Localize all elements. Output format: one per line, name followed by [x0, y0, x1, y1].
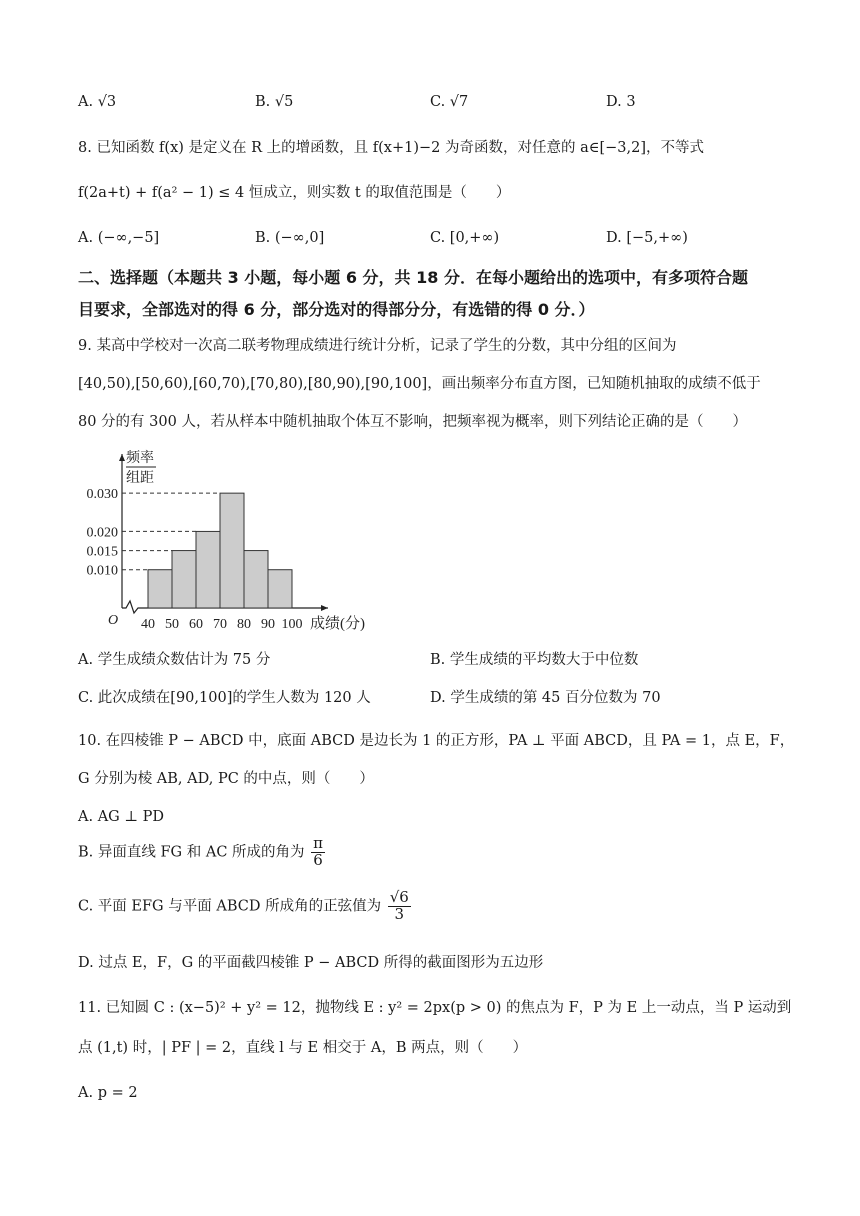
- x-tick-label: 100: [281, 617, 303, 632]
- q8-stem-line2: f(2a+t) + f(a² − 1) ≤ 4 恒成立，则实数 t 的取值范围是（ ）: [78, 185, 511, 201]
- y-tick-label: 0.010: [86, 563, 118, 579]
- q10-option-a: A. AG ⊥ PD: [78, 809, 164, 825]
- q10-option-c: [78, 890, 411, 923]
- q10-stem-line1: 10. 在四棱锥 P − ABCD 中，底面 ABCD 是边长为 1 的正方形，PA ⊥ 平面 ABCD，且 PA = 1，点 E，F，: [78, 733, 795, 749]
- section-heading-line1: 二、选择题（本题共 3 小题，每小题 6 分，共 18 分．在每小题给出的选项中，有多项符合题: [78, 268, 748, 287]
- q11-stem-line1: 11. 已知圆 C : (x−5)² + y² = 12，抛物线 E : y² = 2px(p > 0) 的焦点为 F，P 为 E 上一动点，当 P 运动到: [78, 1000, 792, 1016]
- x-tick-label: 90: [261, 617, 275, 632]
- q8-option-a: A. (−∞,−5]: [78, 230, 160, 246]
- y-tick-label: 0.020: [86, 525, 118, 541]
- y-axis-arrow-icon: [119, 454, 125, 461]
- q10-option-c-text: C. 平面 EFG 与平面 ABCD 所成角的正弦值为: [78, 898, 382, 915]
- x-tick-label: 50: [165, 617, 179, 632]
- histogram-bar: [244, 551, 268, 608]
- histogram-bar: [268, 570, 292, 608]
- q11-stem-line2: 点 (1,t) 时，| PF | = 2，直线 l 与 E 相交于 A，B 两点，则（ ）: [78, 1040, 528, 1056]
- q11-option-a: A. p = 2: [78, 1085, 138, 1101]
- q10-option-b-numerator: π: [313, 834, 323, 852]
- q7-option-a: A. √3: [78, 94, 117, 110]
- histogram-bar: [148, 570, 172, 608]
- origin-label: O: [108, 613, 119, 628]
- q10-stem-line2: G 分别为棱 AB, AD, PC 的中点，则（ ）: [78, 771, 374, 787]
- y-tick-label: 0.030: [86, 487, 118, 503]
- x-axis-label: 成绩(分): [310, 616, 365, 632]
- x-tick-label: 70: [213, 617, 227, 632]
- q10-option-b-fraction: [311, 836, 325, 869]
- x-tick-label: 80: [237, 617, 251, 632]
- q7-option-c: C. √7: [430, 94, 469, 110]
- x-tick-label: 60: [189, 617, 203, 632]
- q10-option-c-denominator: 3: [394, 904, 405, 923]
- q8-option-d: D. [−5,+∞): [606, 230, 688, 246]
- x-axis-arrow-icon: [321, 605, 328, 611]
- q7-option-b: B. √5: [255, 94, 294, 110]
- histogram-bar: [196, 531, 220, 608]
- q9-stem-line1: 9. 某高中学校对一次高二联考物理成绩进行统计分析，记录了学生的分数，其中分组的区间为: [78, 338, 677, 354]
- histogram-bar: [172, 551, 196, 608]
- x-tick-label: 40: [141, 617, 155, 632]
- frequency-histogram: [72, 448, 382, 634]
- q7-option-d: D. 3: [606, 94, 636, 110]
- y-axis-label-numerator: 频率: [126, 451, 154, 466]
- q10-option-b-denominator: 6: [313, 850, 323, 869]
- y-axis-label-denominator: 组距: [126, 471, 154, 486]
- q10-option-d: D. 过点 E，F，G 的平面截四棱锥 P − ABCD 所得的截面图形为五边形: [78, 955, 544, 971]
- q9-option-b: B. 学生成绩的平均数大于中位数: [430, 652, 639, 668]
- y-tick-label: 0.015: [86, 544, 118, 560]
- q10-option-b: [78, 836, 325, 869]
- q8-stem-line1: 8. 已知函数 f(x) 是定义在 R 上的增函数，且 f(x+1)−2 为奇函数，对任意的 a∈[−3,2]，不等式: [78, 140, 704, 156]
- q9-option-a: A. 学生成绩众数估计为 75 分: [78, 652, 271, 668]
- histogram-bar: [220, 493, 244, 608]
- q10-option-c-fraction: [388, 890, 411, 923]
- q8-option-b: B. (−∞,0]: [255, 230, 325, 246]
- q9-option-c: C. 此次成绩在[90,100]的学生人数为 120 人: [78, 690, 371, 706]
- section-heading-line2: 目要求，全部选对的得 6 分，部分选对的得部分分，有选错的得 0 分．）: [78, 300, 595, 319]
- q9-option-d: D. 学生成绩的第 45 百分位数为 70: [430, 690, 661, 706]
- q10-option-b-text: B. 异面直线 FG 和 AC 所成的角为: [78, 844, 305, 861]
- q9-stem-line2: [40,50),[50,60),[60,70),[70,80),[80,90),[90,100]，画出频率分布直方图，已知随机抽取的成绩不低于: [78, 376, 761, 392]
- q8-option-c: C. [0,+∞): [430, 230, 500, 246]
- q10-option-c-numerator: √6: [389, 888, 409, 906]
- q9-stem-line3: 80 分的有 300 人，若从样本中随机抽取个体互不影响，把频率视为概率，则下列结论正确的是（ ）: [78, 414, 747, 430]
